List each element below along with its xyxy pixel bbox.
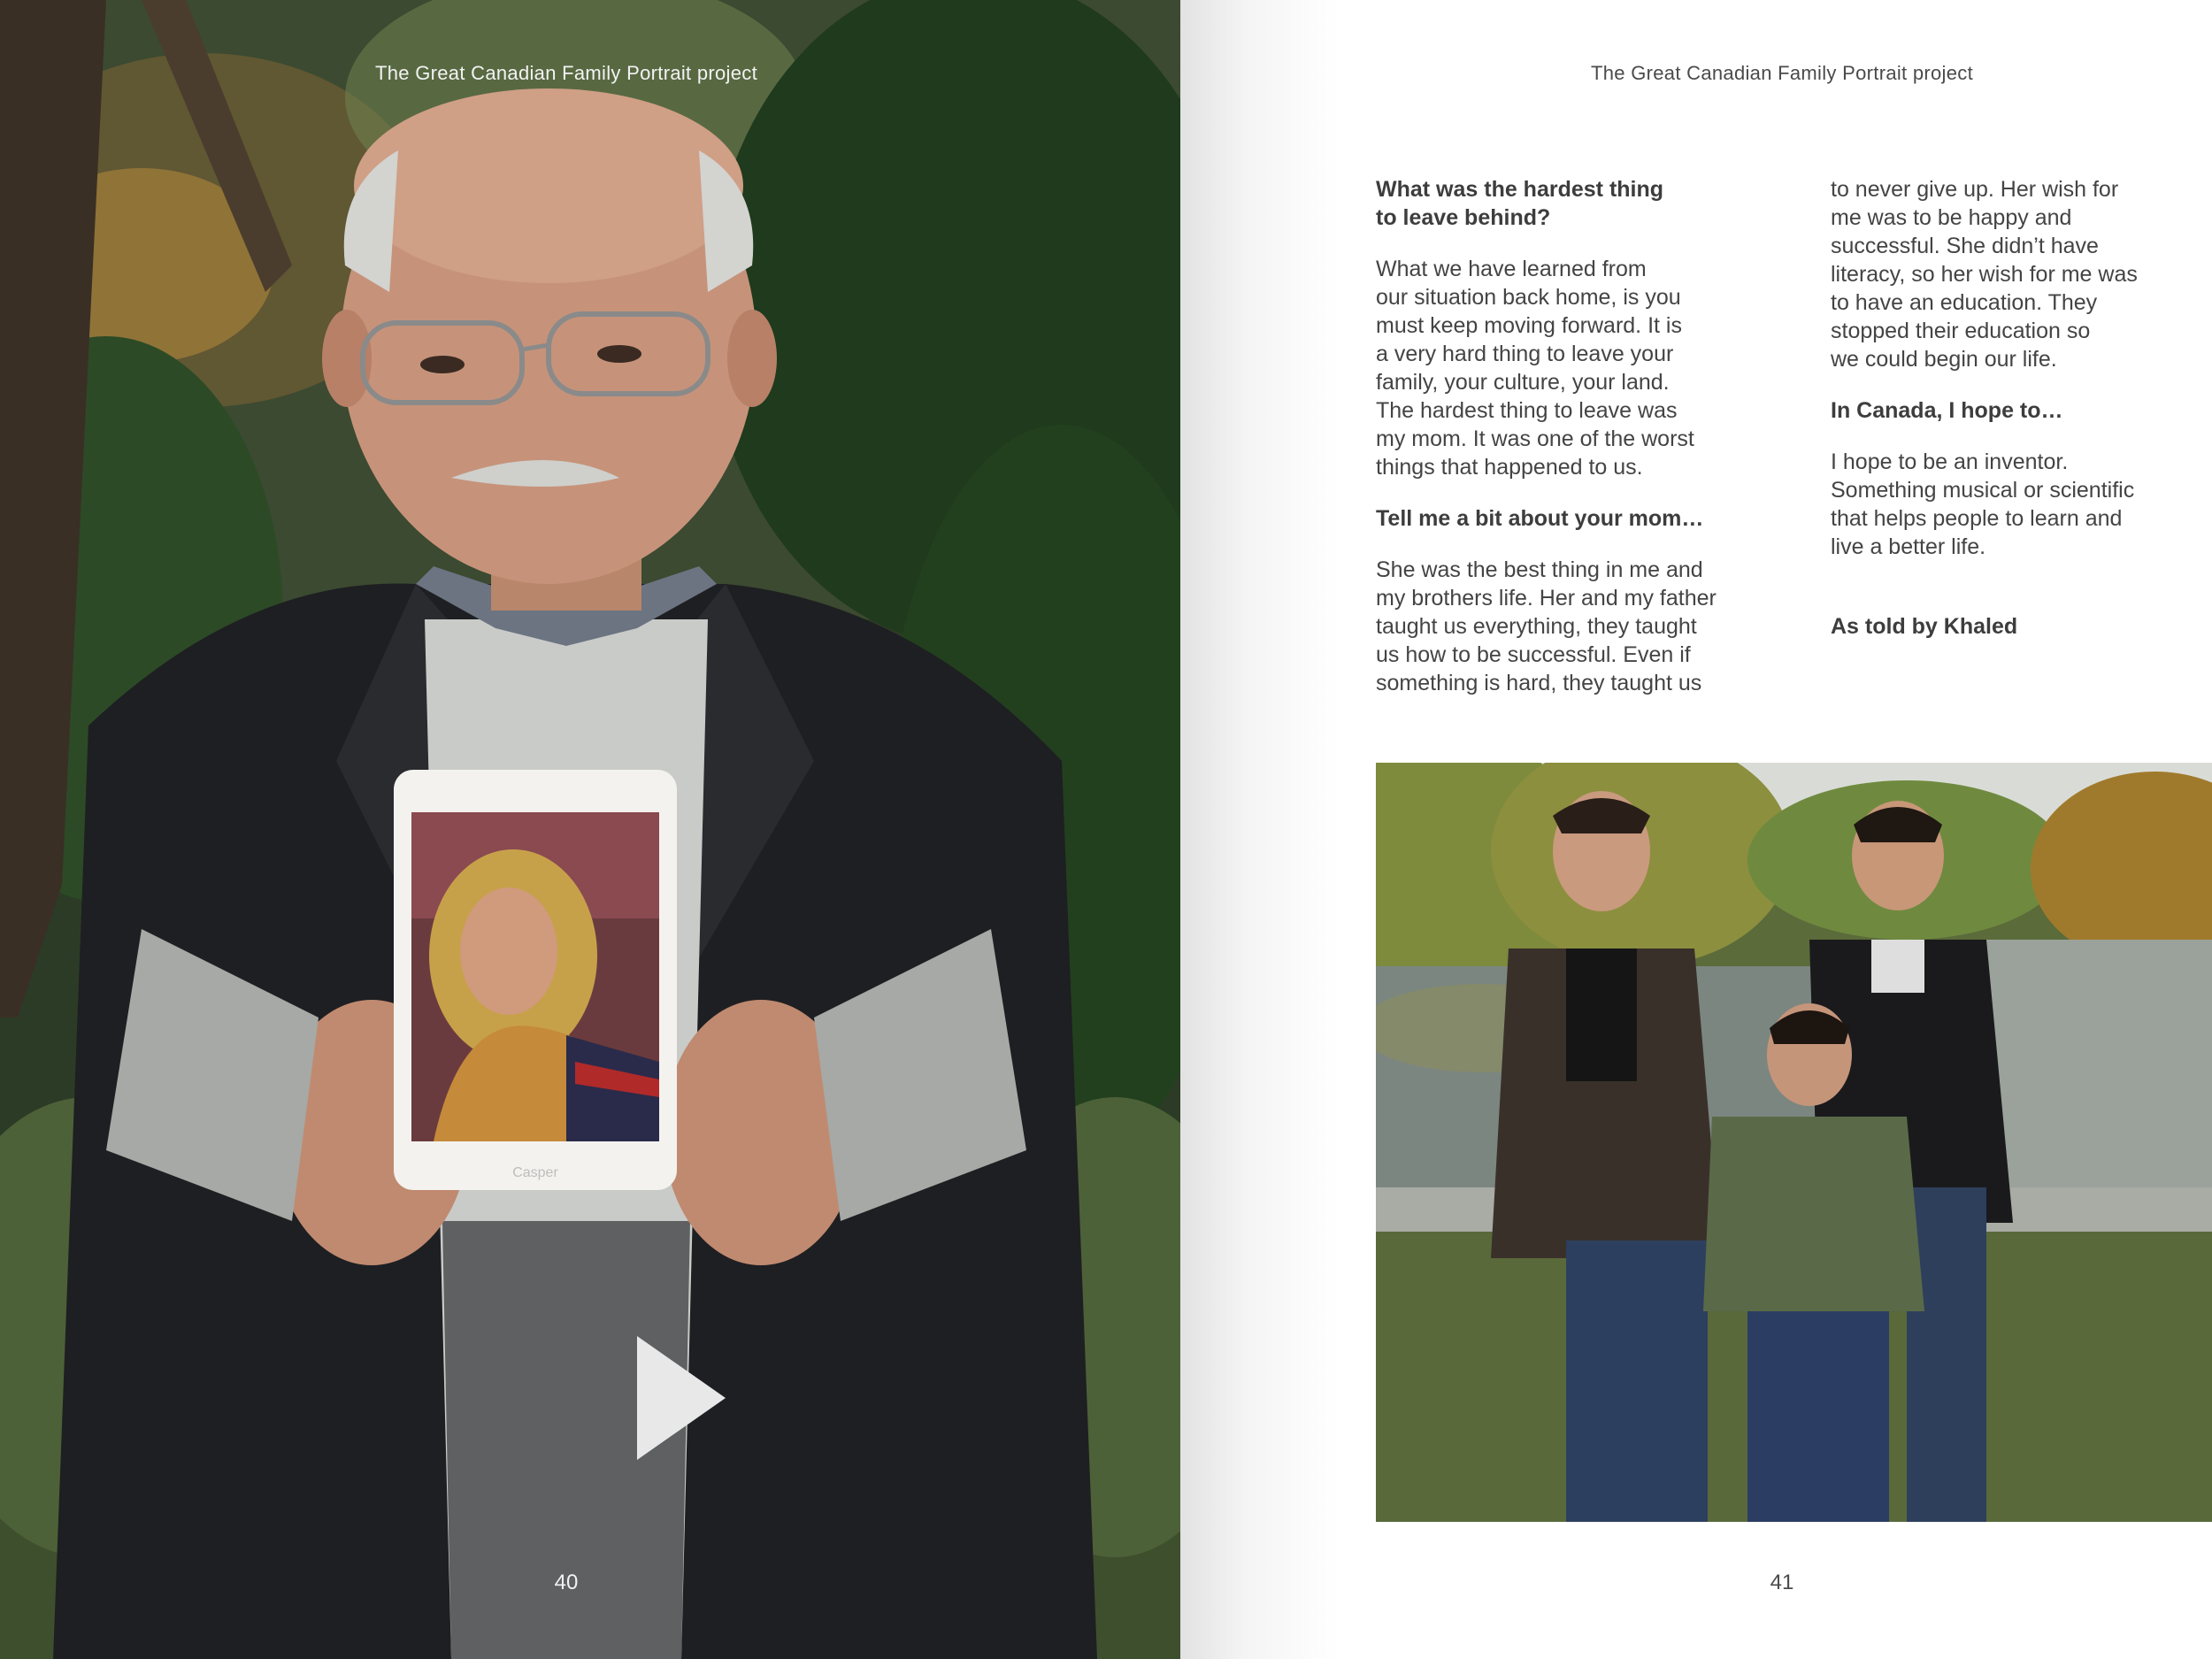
text-column-1 xyxy=(1376,175,1756,720)
answer-hardest-thing: What we have learned from our situation back home, is you must keep moving forward. It is a very hard thing to leave your family, your culture, your land. The hardest thing to leave was my mom. It was one of the worst things that happened to us. xyxy=(1376,257,1694,480)
question-in-canada: In Canada, I hope to… xyxy=(1831,398,2063,423)
right-page xyxy=(1180,0,2212,1659)
family-photo xyxy=(1376,763,2212,1522)
tablet-brand-label: Casper xyxy=(512,1165,558,1180)
attribution: As told by Khaled xyxy=(1831,614,2018,639)
text-column-2 xyxy=(1831,175,2202,664)
family-photo-image xyxy=(1376,763,2212,1522)
left-running-head: The Great Canadian Family Portrait project xyxy=(375,62,757,84)
question-about-mom: Tell me a bit about your mom… xyxy=(1376,506,1704,531)
right-page-number: 41 xyxy=(1770,1571,1794,1594)
answer-about-mom-continued: to never give up. Her wish for me was to be happy and successful. She didn’t have literacy, so her wish for me was to have an education. They stopped their education so we could begin our life. xyxy=(1831,177,2138,372)
left-page-number: 40 xyxy=(554,1571,579,1594)
question-hardest-thing: What was the hardest thing to leave behind? xyxy=(1376,177,1664,230)
answer-in-canada: I hope to be an inventor. Something musical or scientific that helps people to learn and live a better life. xyxy=(1831,449,2135,559)
answer-about-mom: She was the best thing in me and my brothers life. Her and my father taught us everything, they taught us how to be successful. Even if something is hard, they taught us xyxy=(1376,557,1717,695)
right-running-head: The Great Canadian Family Portrait project xyxy=(1591,62,1973,84)
